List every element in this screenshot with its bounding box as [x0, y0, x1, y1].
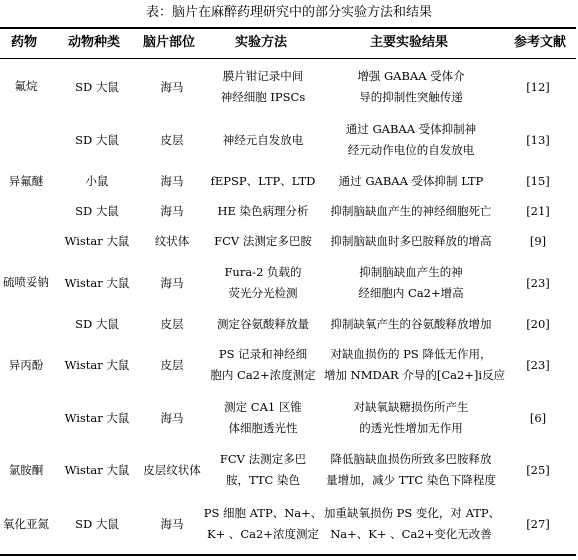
- animal-cell: [52, 130, 142, 151]
- method-cell: [202, 201, 324, 222]
- result-cell-line: 增加 NMDAR 介导的[Ca2+]i反应: [324, 368, 506, 382]
- method-cell-line: K+ 、Ca2+浓度测定: [207, 527, 319, 541]
- result-cell-line: 通过 GABAA 受体抑制 LTP: [338, 173, 484, 188]
- body-part-cell: [142, 460, 202, 481]
- result-cell: [324, 201, 498, 222]
- header-animal: 动物种类: [67, 35, 120, 50]
- body-part-cell-line: 海马: [160, 203, 184, 218]
- body-part-cell-line: 皮层: [160, 316, 184, 331]
- animal-cell-line: 小鼠: [85, 173, 109, 188]
- reference-cell: [498, 273, 578, 294]
- reference-cell: [498, 314, 578, 335]
- method-cell-line: PS 记录和神经细: [218, 347, 308, 361]
- animal-cell-line: SD 大鼠: [75, 203, 119, 218]
- result-cell: [324, 231, 498, 252]
- animal-cell-line: SD 大鼠: [75, 132, 119, 147]
- reference-cell: [498, 460, 578, 481]
- reference-cell-line: [25]: [526, 462, 550, 477]
- header-part: 脑片部位: [142, 35, 195, 50]
- body-part-cell: [142, 408, 202, 429]
- reference-cell: [498, 130, 578, 151]
- result-cell: [324, 314, 498, 335]
- animal-cell: [52, 77, 142, 98]
- bottom-rule: [0, 554, 576, 556]
- result-cell: [324, 171, 498, 192]
- reference-cell-line: [20]: [526, 316, 550, 331]
- body-part-cell: [142, 130, 202, 151]
- method-cell-line: 测定谷氨酸释放量: [217, 316, 309, 331]
- drug-cell: 异丙酚: [8, 358, 44, 372]
- result-cell-line: 抑制脑缺血产生的神: [359, 265, 463, 279]
- animal-cell-line: Wistar 大鼠: [64, 410, 130, 425]
- animal-cell-line: Wistar 大鼠: [64, 275, 130, 290]
- method-cell-line: fEPSP、LTP、LTD: [210, 173, 316, 188]
- body-part-cell: [142, 171, 202, 192]
- method-cell: [202, 130, 324, 151]
- result-cell-line: 降低脑缺血损伤所致多巴胺释放: [330, 452, 492, 466]
- method-cell-line: 神经细胞 IPSCs: [220, 90, 306, 104]
- drug-cell: 氯胺酮: [8, 463, 44, 477]
- method-cell-line: FCV 法测定多巴胺: [214, 233, 312, 248]
- body-part-cell: [142, 77, 202, 98]
- result-cell-line: 抑制脑缺血产生的神经细胞死亡: [330, 203, 492, 218]
- header-drug: 药物: [10, 35, 37, 50]
- method-cell-line: 荧光分光检测: [228, 286, 298, 300]
- reference-cell-line: [23]: [526, 275, 550, 290]
- result-cell-line: 通过 GABAA 受体抑制神: [345, 122, 477, 136]
- animal-cell-line: SD 大鼠: [75, 316, 119, 331]
- reference-cell-line: [21]: [526, 203, 550, 218]
- method-cell-line: HE 染色病理分析: [217, 203, 309, 218]
- animal-cell: [52, 314, 142, 335]
- method-cell-line: 胞内 Ca2+浓度测定: [210, 368, 316, 382]
- result-cell: [324, 262, 498, 304]
- result-cell: [324, 503, 501, 545]
- animal-cell: [52, 231, 142, 252]
- body-part-cell-line: 皮层纹状体: [143, 462, 201, 477]
- method-cell-line: 测定 CA1 区锥: [224, 400, 302, 414]
- body-part-cell-line: 皮层: [160, 357, 184, 372]
- reference-cell: [498, 355, 578, 376]
- reference-cell-line: [13]: [526, 132, 550, 147]
- drug-cell: 氧化亚氮: [3, 517, 49, 531]
- body-part-cell-line: 海马: [160, 410, 184, 425]
- method-cell: [202, 397, 324, 439]
- method-cell: [202, 262, 324, 304]
- result-cell-line: 对缺血损伤的 PS 降低无作用，: [330, 347, 492, 361]
- header-rule: [0, 58, 576, 59]
- result-cell-line: 对缺氧缺糖损伤所产生: [353, 400, 469, 414]
- top-rule: [0, 27, 576, 29]
- method-cell: [202, 449, 324, 491]
- result-cell-line: 加重缺氧损伤 PS 变化，对 ATP、: [324, 506, 501, 520]
- result-cell-line: 经元动作电位的自发放电: [347, 143, 475, 157]
- body-part-cell-line: 海马: [160, 275, 184, 290]
- animal-cell-line: SD 大鼠: [75, 79, 119, 94]
- animal-cell: [52, 408, 142, 429]
- reference-cell-line: [6]: [529, 410, 547, 425]
- reference-cell-line: [27]: [526, 516, 550, 531]
- animal-cell: [52, 514, 142, 535]
- animal-cell: [52, 460, 142, 481]
- method-cell: [202, 171, 324, 192]
- body-part-cell: [142, 231, 202, 252]
- result-cell: [324, 344, 506, 386]
- method-cell-line: 膜片钳记录中间: [222, 69, 304, 83]
- body-part-cell-line: 海马: [160, 516, 184, 531]
- drug-cell: 硫喷妥钠: [3, 275, 49, 289]
- reference-cell: [498, 77, 578, 98]
- body-part-cell: [142, 314, 202, 335]
- result-cell-line: 导的抑制性突触传递: [359, 90, 463, 104]
- animal-cell-line: Wistar 大鼠: [64, 357, 130, 372]
- method-cell-line: Fura-2 负载的: [224, 265, 302, 279]
- body-part-cell-line: 海马: [160, 173, 184, 188]
- method-cell: [202, 66, 324, 108]
- drug-cell: 异氟醚: [8, 174, 44, 188]
- method-cell-line: PS 细胞 ATP、Na+、: [203, 506, 323, 520]
- method-cell: [202, 314, 324, 335]
- reference-cell: [498, 408, 578, 429]
- header-ref: 参考文献: [513, 35, 566, 50]
- animal-cell-line: Wistar 大鼠: [64, 462, 130, 477]
- animal-cell-line: Wistar 大鼠: [64, 233, 130, 248]
- drug-cell: 氟烷: [14, 79, 38, 93]
- method-cell-line: 胺，TTC 染色: [225, 473, 300, 487]
- body-part-cell-line: 纹状体: [154, 233, 190, 248]
- reference-cell-line: [9]: [529, 233, 547, 248]
- method-cell: [202, 344, 324, 386]
- result-cell-line: 抑制缺氧产生的谷氨酸释放增加: [330, 316, 492, 331]
- reference-cell: [498, 231, 578, 252]
- method-cell-line: 神经元自发放电: [222, 132, 304, 147]
- reference-cell: [498, 201, 578, 222]
- method-cell-line: FCV 法测定多巴: [219, 452, 307, 466]
- header-method: 实验方法: [234, 35, 287, 50]
- body-part-cell: [142, 514, 202, 535]
- result-cell: [324, 397, 498, 439]
- method-cell: [202, 503, 324, 545]
- result-cell-line: Na+、K+ 、Ca2+变化无改善: [330, 527, 492, 541]
- result-cell-line: 经细胞内 Ca2+增高: [358, 286, 464, 300]
- animal-cell-line: SD 大鼠: [75, 516, 119, 531]
- body-part-cell-line: 海马: [160, 79, 184, 94]
- reference-cell-line: [23]: [526, 357, 550, 372]
- reference-cell-line: [12]: [526, 79, 550, 94]
- reference-cell-line: [15]: [526, 173, 550, 188]
- body-part-cell: [142, 201, 202, 222]
- header-result: 主要实验结果: [369, 35, 448, 50]
- animal-cell: [52, 355, 142, 376]
- result-cell-line: 的透光性增加无作用: [359, 421, 463, 435]
- result-cell: [324, 66, 498, 108]
- method-cell-line: 体细胞透光性: [228, 421, 298, 435]
- animal-cell: [52, 273, 142, 294]
- reference-cell: [498, 514, 578, 535]
- result-cell-line: 抑制脑缺血时多巴胺释放的增高: [330, 233, 492, 248]
- result-cell-line: 量增加，减少 TTC 染色下降程度: [326, 473, 496, 487]
- reference-cell: [498, 171, 578, 192]
- result-cell-line: 增强 GABAA 受体介: [357, 69, 465, 83]
- animal-cell: [52, 171, 142, 192]
- result-cell: [324, 119, 498, 161]
- body-part-cell: [142, 273, 202, 294]
- table-caption: 表：脑片在麻醉药理研究中的部分实验方法和结果: [145, 5, 432, 20]
- body-part-cell-line: 皮层: [160, 132, 184, 147]
- method-cell: [202, 231, 324, 252]
- animal-cell: [52, 201, 142, 222]
- body-part-cell: [142, 355, 202, 376]
- result-cell: [324, 449, 498, 491]
